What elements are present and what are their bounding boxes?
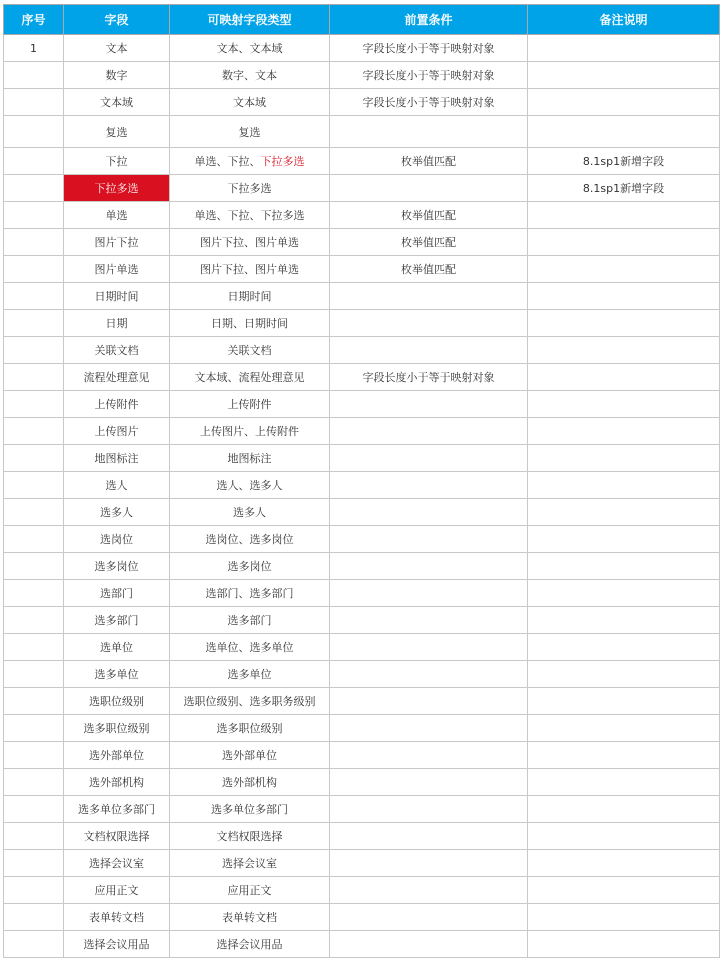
cell-field: 选多职位级别 — [64, 715, 170, 742]
cell-index: 1 — [4, 35, 64, 62]
cell-field: 选外部单位 — [64, 742, 170, 769]
cell-mappable-types: 选多职位级别 — [170, 715, 330, 742]
table-row — [4, 472, 720, 499]
cell-field: 选多人 — [64, 499, 170, 526]
cell-mappable-types: 日期、日期时间 — [170, 310, 330, 337]
cell-precondition: 字段长度小于等于映射对象 — [330, 35, 528, 62]
cell-mappable-types: 文本域 — [170, 89, 330, 116]
table-row — [4, 823, 720, 850]
cell-index — [4, 796, 64, 823]
cell-precondition — [330, 310, 528, 337]
cell-precondition — [330, 850, 528, 877]
cell-remarks — [528, 553, 720, 580]
cell-index — [4, 364, 64, 391]
cell-field: 上传图片 — [64, 418, 170, 445]
cell-mappable-types: 日期时间 — [170, 283, 330, 310]
cell-mappable-types: 上传附件 — [170, 391, 330, 418]
cell-field: 选人 — [64, 472, 170, 499]
cell-mappable-types: 选多部门 — [170, 607, 330, 634]
cell-remarks — [528, 715, 720, 742]
cell-index — [4, 850, 64, 877]
cell-index — [4, 877, 64, 904]
cell-remarks — [528, 445, 720, 472]
cell-mappable-types: 选多人 — [170, 499, 330, 526]
cell-precondition — [330, 283, 528, 310]
cell-precondition — [330, 472, 528, 499]
cell-mappable-types: 文档权限选择 — [170, 823, 330, 850]
table-row — [4, 116, 720, 148]
table-row — [4, 62, 720, 89]
table-row — [4, 310, 720, 337]
table-row — [4, 337, 720, 364]
cell-mappable-types: 选多单位 — [170, 661, 330, 688]
cell-precondition — [330, 607, 528, 634]
table-row — [4, 634, 720, 661]
cell-index — [4, 175, 64, 202]
cell-remarks — [528, 580, 720, 607]
table-row — [4, 418, 720, 445]
types-text: 单选、下拉、 — [194, 155, 261, 168]
table-row — [4, 89, 720, 116]
cell-mappable-types — [170, 148, 330, 175]
cell-precondition — [330, 580, 528, 607]
cell-field: 选多单位 — [64, 661, 170, 688]
cell-index — [4, 229, 64, 256]
cell-remarks — [528, 688, 720, 715]
cell-precondition — [330, 445, 528, 472]
table-row — [4, 35, 720, 62]
cell-remarks — [528, 116, 720, 148]
cell-precondition: 枚举值匹配 — [330, 202, 528, 229]
cell-mappable-types: 选职位级别、选多职务级别 — [170, 688, 330, 715]
cell-precondition — [330, 877, 528, 904]
table-row — [4, 148, 720, 175]
cell-remarks — [528, 202, 720, 229]
cell-mappable-types: 应用正文 — [170, 877, 330, 904]
cell-index — [4, 904, 64, 931]
cell-precondition — [330, 904, 528, 931]
cell-remarks — [528, 499, 720, 526]
cell-field: 流程处理意见 — [64, 364, 170, 391]
cell-index — [4, 391, 64, 418]
cell-remarks — [528, 35, 720, 62]
cell-precondition — [330, 418, 528, 445]
cell-index — [4, 769, 64, 796]
cell-remarks — [528, 256, 720, 283]
cell-mappable-types: 选外部单位 — [170, 742, 330, 769]
cell-remarks — [528, 607, 720, 634]
table-row — [4, 904, 720, 931]
cell-index — [4, 553, 64, 580]
header-remarks: 备注说明 — [528, 5, 720, 35]
cell-index — [4, 202, 64, 229]
cell-field: 关联文档 — [64, 337, 170, 364]
cell-remarks — [528, 89, 720, 116]
cell-mappable-types: 图片下拉、图片单选 — [170, 256, 330, 283]
table-row — [4, 256, 720, 283]
table-row — [4, 364, 720, 391]
cell-precondition — [330, 688, 528, 715]
table-row — [4, 877, 720, 904]
cell-field: 选部门 — [64, 580, 170, 607]
cell-index — [4, 499, 64, 526]
cell-remarks: 8.1sp1新增字段 — [528, 148, 720, 175]
cell-mappable-types: 关联文档 — [170, 337, 330, 364]
cell-mappable-types: 数字、文本 — [170, 62, 330, 89]
cell-field: 选外部机构 — [64, 769, 170, 796]
cell-index — [4, 148, 64, 175]
cell-remarks — [528, 931, 720, 958]
cell-index — [4, 823, 64, 850]
cell-remarks — [528, 850, 720, 877]
cell-field: 文本域 — [64, 89, 170, 116]
cell-index — [4, 418, 64, 445]
cell-precondition — [330, 553, 528, 580]
cell-index — [4, 472, 64, 499]
cell-precondition: 枚举值匹配 — [330, 256, 528, 283]
cell-mappable-types: 地图标注 — [170, 445, 330, 472]
cell-remarks — [528, 391, 720, 418]
cell-field: 选择会议室 — [64, 850, 170, 877]
cell-index — [4, 688, 64, 715]
cell-remarks — [528, 823, 720, 850]
table-row — [4, 391, 720, 418]
cell-remarks — [528, 634, 720, 661]
cell-field: 选单位 — [64, 634, 170, 661]
cell-index — [4, 337, 64, 364]
table-row — [4, 175, 720, 202]
cell-remarks — [528, 661, 720, 688]
cell-field: 应用正文 — [64, 877, 170, 904]
cell-precondition — [330, 116, 528, 148]
cell-field: 日期时间 — [64, 283, 170, 310]
cell-index — [4, 310, 64, 337]
table-row — [4, 661, 720, 688]
field-mapping-table — [3, 4, 720, 958]
cell-precondition — [330, 499, 528, 526]
cell-mappable-types: 复选 — [170, 116, 330, 148]
cell-precondition — [330, 526, 528, 553]
cell-field: 文本 — [64, 35, 170, 62]
cell-field: 上传附件 — [64, 391, 170, 418]
header-index: 序号 — [4, 5, 64, 35]
cell-remarks — [528, 62, 720, 89]
cell-index — [4, 62, 64, 89]
table-row — [4, 445, 720, 472]
cell-remarks — [528, 769, 720, 796]
cell-mappable-types: 选单位、选多单位 — [170, 634, 330, 661]
cell-precondition: 枚举值匹配 — [330, 229, 528, 256]
cell-field: 单选 — [64, 202, 170, 229]
cell-index — [4, 116, 64, 148]
cell-precondition — [330, 391, 528, 418]
cell-precondition: 字段长度小于等于映射对象 — [330, 62, 528, 89]
cell-mappable-types: 选人、选多人 — [170, 472, 330, 499]
cell-field: 地图标注 — [64, 445, 170, 472]
cell-mappable-types: 下拉多选 — [170, 175, 330, 202]
cell-precondition: 字段长度小于等于映射对象 — [330, 89, 528, 116]
table-row — [4, 850, 720, 877]
cell-field: 复选 — [64, 116, 170, 148]
cell-precondition: 字段长度小于等于映射对象 — [330, 364, 528, 391]
cell-index — [4, 526, 64, 553]
cell-remarks — [528, 526, 720, 553]
cell-index — [4, 256, 64, 283]
cell-field: 下拉 — [64, 148, 170, 175]
cell-remarks — [528, 877, 720, 904]
cell-remarks — [528, 742, 720, 769]
table-row — [4, 499, 720, 526]
table-row — [4, 553, 720, 580]
cell-index — [4, 580, 64, 607]
cell-precondition — [330, 175, 528, 202]
cell-mappable-types: 表单转文档 — [170, 904, 330, 931]
cell-index — [4, 89, 64, 116]
cell-mappable-types: 文本域、流程处理意见 — [170, 364, 330, 391]
cell-remarks — [528, 364, 720, 391]
table-row — [4, 796, 720, 823]
cell-field: 图片下拉 — [64, 229, 170, 256]
cell-mappable-types: 上传图片、上传附件 — [170, 418, 330, 445]
cell-mappable-types: 选择会议用品 — [170, 931, 330, 958]
cell-precondition — [330, 823, 528, 850]
cell-field: 选多岗位 — [64, 553, 170, 580]
cell-mappable-types: 选多单位多部门 — [170, 796, 330, 823]
table-header-row — [4, 5, 720, 35]
cell-mappable-types: 选多岗位 — [170, 553, 330, 580]
cell-remarks — [528, 229, 720, 256]
cell-precondition — [330, 769, 528, 796]
cell-mappable-types: 文本、文本域 — [170, 35, 330, 62]
cell-remarks — [528, 472, 720, 499]
cell-remarks — [528, 418, 720, 445]
cell-precondition — [330, 931, 528, 958]
cell-field: 表单转文档 — [64, 904, 170, 931]
cell-mappable-types: 选部门、选多部门 — [170, 580, 330, 607]
cell-index — [4, 445, 64, 472]
cell-field: 文档权限选择 — [64, 823, 170, 850]
cell-field: 下拉多选 — [64, 175, 170, 202]
cell-field: 选择会议用品 — [64, 931, 170, 958]
header-mappable-types: 可映射字段类型 — [170, 5, 330, 35]
header-field: 字段 — [64, 5, 170, 35]
table-row — [4, 769, 720, 796]
cell-precondition — [330, 796, 528, 823]
table-row — [4, 715, 720, 742]
cell-index — [4, 931, 64, 958]
cell-field: 选职位级别 — [64, 688, 170, 715]
cell-remarks — [528, 310, 720, 337]
cell-index — [4, 607, 64, 634]
cell-field: 图片单选 — [64, 256, 170, 283]
cell-field: 选多单位多部门 — [64, 796, 170, 823]
cell-precondition: 枚举值匹配 — [330, 148, 528, 175]
cell-remarks — [528, 283, 720, 310]
cell-precondition — [330, 661, 528, 688]
table-row — [4, 931, 720, 958]
table-row — [4, 688, 720, 715]
cell-precondition — [330, 634, 528, 661]
cell-mappable-types: 单选、下拉、下拉多选 — [170, 202, 330, 229]
cell-remarks — [528, 337, 720, 364]
table-row — [4, 202, 720, 229]
cell-index — [4, 742, 64, 769]
cell-remarks: 8.1sp1新增字段 — [528, 175, 720, 202]
cell-index — [4, 634, 64, 661]
table-row — [4, 229, 720, 256]
cell-field: 选多部门 — [64, 607, 170, 634]
cell-field: 数字 — [64, 62, 170, 89]
cell-index — [4, 715, 64, 742]
table-body — [4, 35, 720, 958]
cell-precondition — [330, 337, 528, 364]
table-row — [4, 580, 720, 607]
table-row — [4, 742, 720, 769]
cell-precondition — [330, 742, 528, 769]
cell-index — [4, 283, 64, 310]
table-row — [4, 607, 720, 634]
cell-mappable-types: 选择会议室 — [170, 850, 330, 877]
cell-remarks — [528, 796, 720, 823]
table-row — [4, 283, 720, 310]
cell-mappable-types: 图片下拉、图片单选 — [170, 229, 330, 256]
cell-remarks — [528, 904, 720, 931]
cell-field: 日期 — [64, 310, 170, 337]
cell-mappable-types: 选岗位、选多岗位 — [170, 526, 330, 553]
header-precondition: 前置条件 — [330, 5, 528, 35]
cell-mappable-types: 选外部机构 — [170, 769, 330, 796]
table-row — [4, 526, 720, 553]
cell-precondition — [330, 715, 528, 742]
types-highlight-text: 下拉多选 — [260, 155, 305, 168]
cell-field: 选岗位 — [64, 526, 170, 553]
cell-index — [4, 661, 64, 688]
